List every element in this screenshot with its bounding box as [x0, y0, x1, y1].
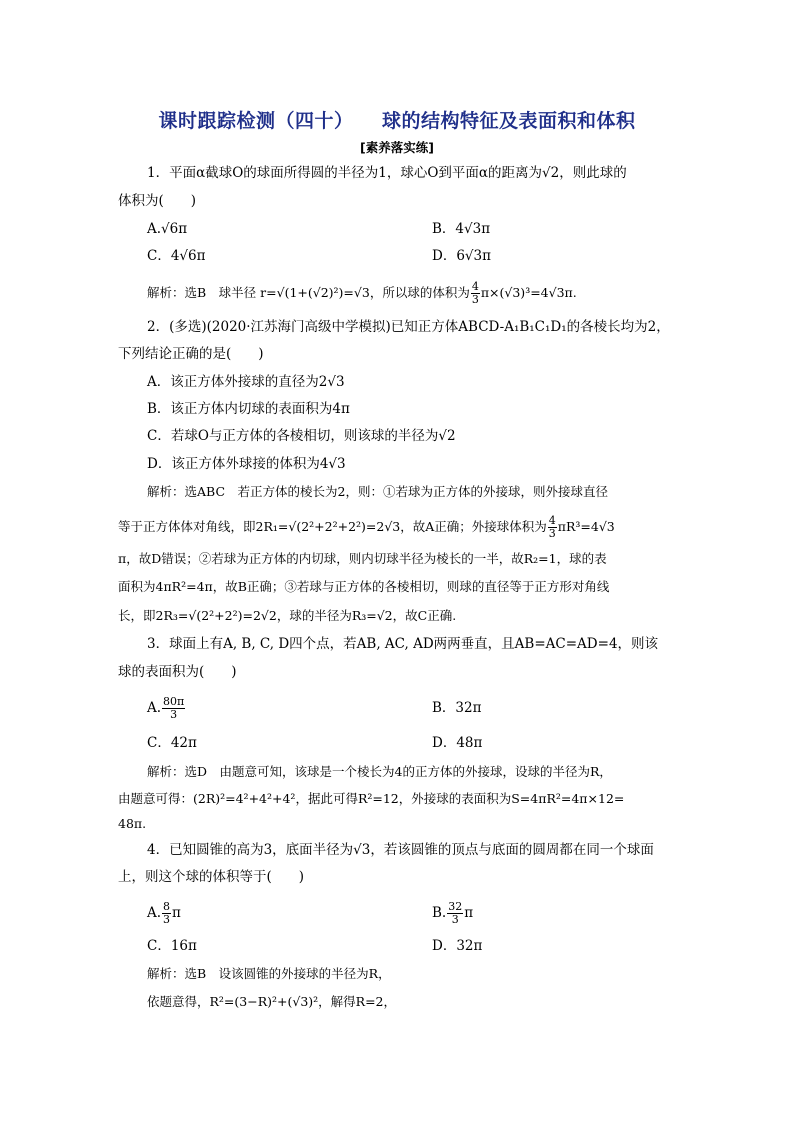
q1-frac-num: 4 — [471, 280, 479, 293]
q4-option-b-label: B. — [432, 905, 447, 921]
q3-option-a — [147, 696, 186, 721]
q3-stem-line-2: 球的表面积为( ) — [118, 664, 237, 680]
q4-stem-line-2: 上，则这个球的体积等于( ) — [118, 869, 305, 885]
q2-analysis-text-a: 等于正方体体对角线，即2R₁=√(2²+2²+2²)=2√3，故A正确；外接球体积为 — [118, 519, 547, 534]
q1-option-d: D．6√3π — [432, 248, 491, 264]
q3-option-d: D．48π — [432, 735, 483, 751]
q1-option-c: C．4√6π — [147, 248, 206, 264]
q4-b-den: 3 — [451, 913, 459, 926]
q3-option-b: B．32π — [432, 700, 482, 716]
page-title: 课时跟踪检测（四十） 球的结构特征及表面积和体积 — [158, 110, 636, 132]
q2-stem-line-2: 下列结论正确的是( ) — [118, 346, 264, 362]
q2-analysis-line-3: π，故D错误；②若球为正方体的内切球，则内切球半径为棱长的一半，故R₂=1，球的表 — [118, 551, 607, 566]
q4-stem-line-1: 4．已知圆锥的高为3，底面半径为√3，若该圆锥的顶点与底面的圆周都在同一个球面 — [147, 842, 654, 858]
q4-option-b-tail: π — [464, 905, 474, 921]
q1-analysis-text-a: 解析：选B 球半径 r=√(1+(√2)²)=√3，所以球的体积为 — [147, 285, 470, 300]
q2-option-b: B．该正方体内切球的表面积为4π — [147, 401, 350, 417]
q4-option-a-fraction — [162, 901, 171, 926]
q2-option-d: D．该正方体外球接的体积为4√3 — [147, 456, 346, 472]
q3-option-a-fraction — [162, 696, 185, 721]
q2-analysis-line-4: 面积为4πR²=4π，故B正确；③若球与正方体的各棱相切，则球的直径等于正方形对角线 — [118, 579, 610, 594]
q3-option-a-label: A. — [147, 700, 162, 716]
q4-option-b-fraction — [447, 901, 463, 926]
q4-option-a-tail: π — [172, 905, 181, 921]
q1-option-b: B．4√3π — [432, 221, 491, 237]
q4-b-num: 32 — [448, 900, 463, 913]
q3-option-c: C．42π — [147, 735, 197, 751]
q4-option-c: C．16π — [147, 938, 197, 954]
q2-analysis-line-5: 长，即2R₃=√(2²+2²)=2√2，球的半径为R₃=√2，故C正确. — [118, 608, 457, 623]
q2-analysis-line-2 — [118, 515, 615, 540]
q1-analysis — [147, 281, 577, 306]
q2-analysis-line-1: 解析：选ABC 若正方体的棱长为2，则：①若球为正方体的外接球，则外接球直径 — [147, 484, 608, 499]
q1-frac-den: 3 — [471, 293, 479, 306]
q4-option-d: D．32π — [432, 938, 483, 954]
q4-option-a — [147, 901, 181, 926]
q1-analysis-fraction — [471, 281, 480, 306]
q4-option-a-label: A. — [147, 905, 162, 921]
q2-frac-den: 3 — [548, 527, 556, 540]
q2-option-c: C．若球O与正方体的各棱相切，则该球的半径为√2 — [147, 428, 456, 444]
q2-option-a: A．该正方体外接球的直径为2√3 — [147, 374, 345, 390]
q3-analysis-line-3: 48π. — [118, 816, 147, 831]
q4-a-num: 8 — [163, 900, 171, 913]
q1-analysis-text-b: π×(√3)³=4√3π. — [480, 285, 577, 300]
q3-a-num: 80π — [163, 695, 185, 708]
q1-stem-line-2: 体积为( ) — [118, 193, 197, 209]
q4-analysis-line-1: 解析：选B 设该圆锥的外接球的半径为R， — [147, 966, 391, 981]
q1-option-a: A.√6π — [147, 221, 188, 237]
q3-a-den: 3 — [170, 708, 178, 721]
q3-stem-line-1: 3．球面上有A, B, C, D四个点，若AB, AC, AD两两垂直，且AB=AC=AD=4，则该 — [147, 636, 659, 652]
q2-analysis-text-b: πR³=4√3 — [557, 519, 615, 534]
section-label: [素养落实练] — [360, 140, 434, 155]
q4-a-den: 3 — [163, 913, 171, 926]
q4-analysis-line-2: 依题意得，R²=(3−R)²+(√3)²，解得R=2， — [147, 994, 396, 1009]
q3-analysis-line-2: 由题意可得：(2R)²=4²+4²+4²，据此可得R²=12，外接球的表面积为S=4πR²=4π×12= — [118, 791, 625, 806]
q3-analysis-line-1: 解析：选D 由题意可知，该球是一个棱长为4的正方体的外接球，设球的半径为R， — [147, 764, 612, 779]
q2-frac-num: 4 — [548, 514, 556, 527]
q2-analysis-fraction — [548, 515, 557, 540]
q2-stem-line-1: 2．(多选)(2020·江苏海门高级中学模拟)已知正方体ABCD-A₁B₁C₁D₁的各棱长均为2， — [147, 319, 670, 335]
q1-stem-line-1: 1．平面α截球O的球面所得圆的半径为1，球心O到平面α的距离为√2，则此球的 — [147, 165, 627, 181]
q4-option-b — [432, 901, 473, 926]
